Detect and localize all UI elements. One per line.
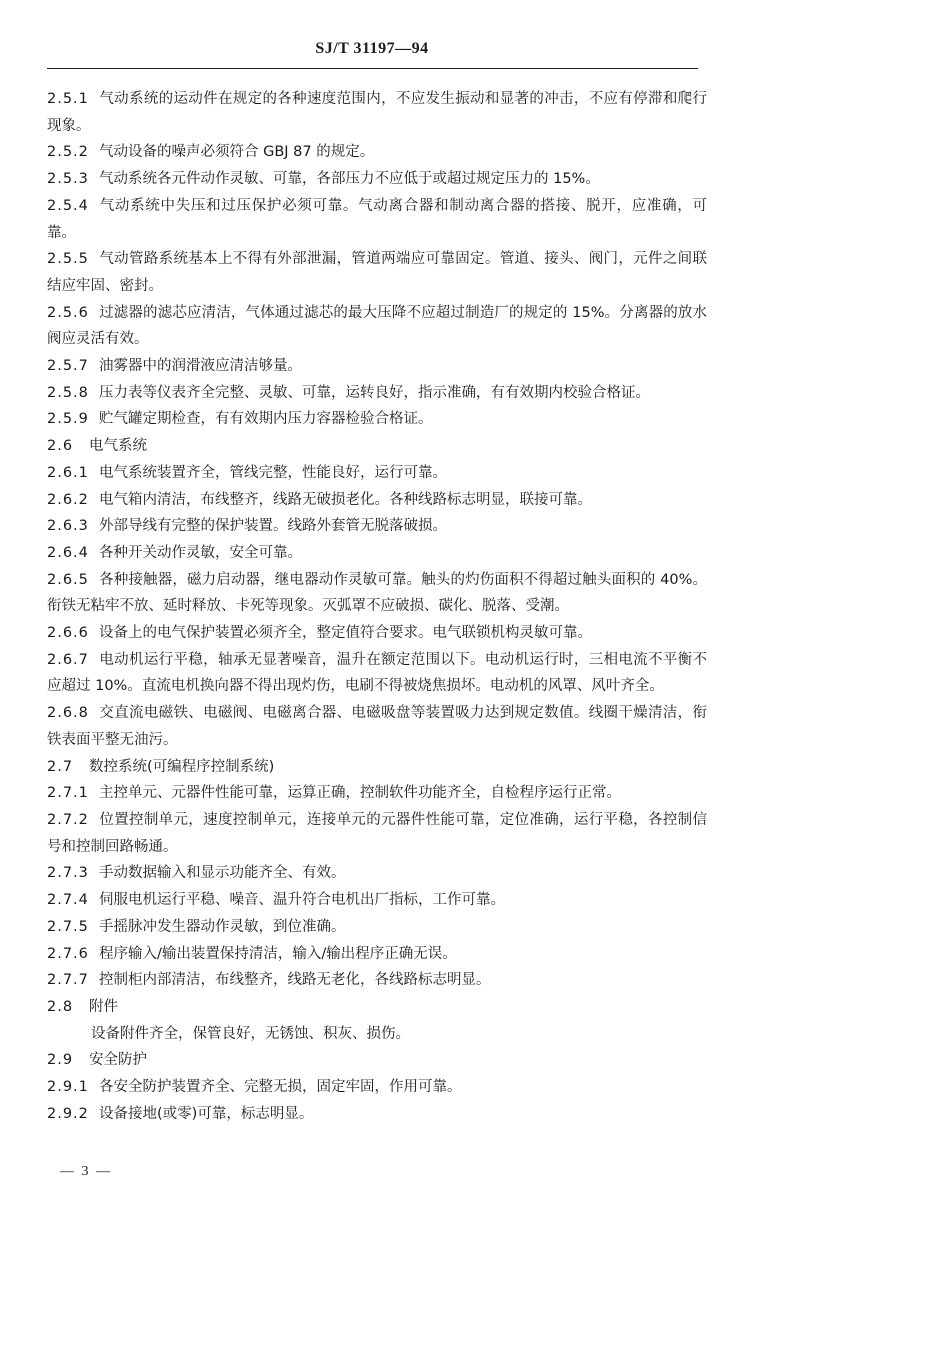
clause-number: 2.5.6 (47, 304, 89, 321)
clause (47, 700, 707, 753)
clause-number: 2.8 (47, 998, 74, 1015)
clause-text: 气动系统的运动件在规定的各种速度范围内，不应发生振动和显著的冲击，不应有停滞和爬行现象。 (47, 91, 707, 134)
clause (47, 914, 707, 941)
clause-number: 2.5.4 (47, 197, 89, 214)
clause-number: 2.9 (47, 1052, 74, 1069)
clause (47, 567, 707, 620)
clause-number: 2.7.2 (47, 811, 89, 828)
clause (47, 647, 707, 700)
clause (47, 353, 707, 380)
clause-number: 2.6.2 (47, 491, 89, 508)
clause-text: 电气箱内清洁，布线整齐，线路无破损老化。各种线路标志明显，联接可靠。 (99, 491, 592, 508)
clause-number: 2.5.9 (47, 411, 89, 428)
clause (47, 166, 707, 193)
clause (47, 300, 707, 353)
clause-text: 各安全防护装置齐全、完整无损，固定牢固，作用可靠。 (99, 1079, 462, 1096)
clause (47, 620, 707, 647)
clause-text: 气动系统各元件动作灵敏、可靠，各部压力不应低于或超过规定压力的 15%。 (99, 171, 600, 188)
section-heading (47, 433, 707, 460)
clause-number: 2.7.1 (47, 785, 89, 802)
clause (47, 406, 707, 433)
clause (47, 780, 707, 807)
clause-text: 外部导线有完整的保护装置。线路外套管无脱落破损。 (99, 518, 447, 535)
clause-text: 电气系统装置齐全，管线完整，性能良好，运行可靠。 (99, 464, 447, 481)
clause (47, 380, 707, 407)
clause-text: 手动数据输入和显示功能齐全、有效。 (99, 865, 346, 882)
clause-text: 主控单元、元器件性能可靠，运算正确，控制软件功能齐全，自检程序运行正常。 (99, 785, 621, 802)
clause (47, 1074, 707, 1101)
clause-text: 伺服电机运行平稳、噪音、温升符合电机出厂指标，工作可靠。 (99, 892, 505, 909)
clause-number: 2.6.8 (47, 705, 89, 722)
document-code: SJ/T 31197—94 (315, 40, 429, 57)
page-number: — 3 — (60, 1164, 112, 1179)
clause (47, 1101, 707, 1128)
clause-number: 2.6.5 (47, 571, 89, 588)
clause-text: 设备接地(或零)可靠，标志明显。 (99, 1105, 314, 1122)
clause (47, 967, 707, 994)
clause-text: 气动管路系统基本上不得有外部泄漏，管道两端应可靠固定。管道、接头、阀门，元件之间联结应牢固、密封。 (47, 251, 707, 294)
section-heading (47, 994, 707, 1021)
clause-text: 程序输入/输出装置保持清洁，输入/输出程序正确无误。 (99, 945, 457, 962)
clause-text: 过滤器的滤芯应清洁，气体通过滤芯的最大压降不应超过制造厂的规定的 15%。分离器的放水阀应灵活有效。 (47, 304, 707, 348)
clause-text: 设备上的电气保护装置必须齐全，整定值符合要求。电气联锁机构灵敏可靠。 (99, 625, 592, 642)
clause (47, 860, 707, 887)
section-title: 安全防护 (89, 1052, 147, 1069)
clause-number: 2.7.5 (47, 918, 89, 935)
clause-number: 2.7.6 (47, 945, 89, 962)
clause-number: 2.6.3 (47, 518, 89, 535)
clause (47, 1021, 707, 1048)
clause-number: 2.7.4 (47, 892, 89, 909)
clause-number: 2.9.1 (47, 1079, 89, 1096)
clause-number: 2.7.3 (47, 865, 89, 882)
clause-text: 压力表等仪表齐全完整、灵敏、可靠，运转良好，指示准确，有有效期内校验合格证。 (99, 384, 650, 401)
clause-text: 油雾器中的润滑液应清洁够量。 (99, 358, 302, 375)
clause (47, 487, 707, 514)
clause-text: 贮气罐定期检查，有有效期内压力容器检验合格证。 (99, 411, 433, 428)
clause-text: 电动机运行平稳，轴承无显著噪音，温升在额定范围以下。电动机运行时，三相电流不平衡不应超过 10%。直流电机换向器不得出现灼伤，电刷不得被烧焦损坏。电动机的风罩、风叶齐全。 (47, 651, 707, 695)
clause (47, 941, 707, 968)
header-rule (47, 68, 698, 69)
clause-number: 2.5.3 (47, 171, 89, 188)
section-title: 电气系统 (89, 438, 147, 455)
clause-text: 手摇脉冲发生器动作灵敏，到位准确。 (99, 918, 346, 935)
clause (47, 887, 707, 914)
clause (47, 246, 707, 299)
section-heading (47, 754, 707, 781)
clause (47, 139, 707, 166)
clause-number: 2.6.7 (47, 651, 89, 668)
clause-text: 各种接触器，磁力启动器，继电器动作灵敏可靠。触头的灼伤面积不得超过触头面积的 40%。衔铁无粘牢不放、延时释放、卡死等现象。灭弧罩不应破损、碳化、脱落、受潮。 (47, 571, 707, 615)
clause (47, 807, 707, 860)
clause-number: 2.6.1 (47, 464, 89, 481)
clause-number: 2.5.1 (47, 91, 89, 107)
clause (47, 460, 707, 487)
clause (47, 540, 707, 567)
clause-text: 设备附件齐全，保管良好，无锈蚀、积灰、损伤。 (91, 1025, 410, 1042)
document-body (47, 86, 707, 1127)
clause-number: 2.5.7 (47, 358, 89, 375)
clause-number: 2.5.2 (47, 144, 89, 161)
clause-number: 2.5.5 (47, 251, 89, 268)
clause-text: 位置控制单元，速度控制单元，连接单元的元器件性能可靠，定位准确，运行平稳，各控制信号和控制回路畅通。 (47, 811, 707, 855)
clause-text: 各种开关动作灵敏，安全可靠。 (99, 544, 302, 561)
section-title: 附件 (89, 998, 118, 1015)
clause-number: 2.6 (47, 438, 74, 455)
clause-number: 2.7.7 (47, 972, 89, 989)
section-heading (47, 1047, 707, 1074)
clause-text: 控制柜内部清洁，布线整齐，线路无老化，各线路标志明显。 (99, 972, 491, 989)
clause-number: 2.6.4 (47, 544, 89, 561)
clause-text: 气动系统中失压和过压保护必须可靠。气动离合器和制动离合器的搭接、脱开，应准确，可靠。 (47, 197, 707, 241)
clause-text: 气动设备的噪声必须符合 GBJ 87 的规定。 (99, 144, 375, 161)
clause-number: 2.5.8 (47, 384, 89, 401)
clause (47, 513, 707, 540)
clause-number: 2.6.6 (47, 625, 89, 642)
clause (47, 193, 707, 246)
clause-text: 交直流电磁铁、电磁阀、电磁离合器、电磁吸盘等装置吸力达到规定数值。线圈干燥清洁，衔铁表面平整无油污。 (47, 705, 707, 748)
clause-number: 2.9.2 (47, 1105, 89, 1122)
section-title: 数控系统(可编程序控制系统) (89, 758, 275, 775)
clause (47, 86, 707, 139)
clause-number: 2.7 (47, 758, 74, 775)
